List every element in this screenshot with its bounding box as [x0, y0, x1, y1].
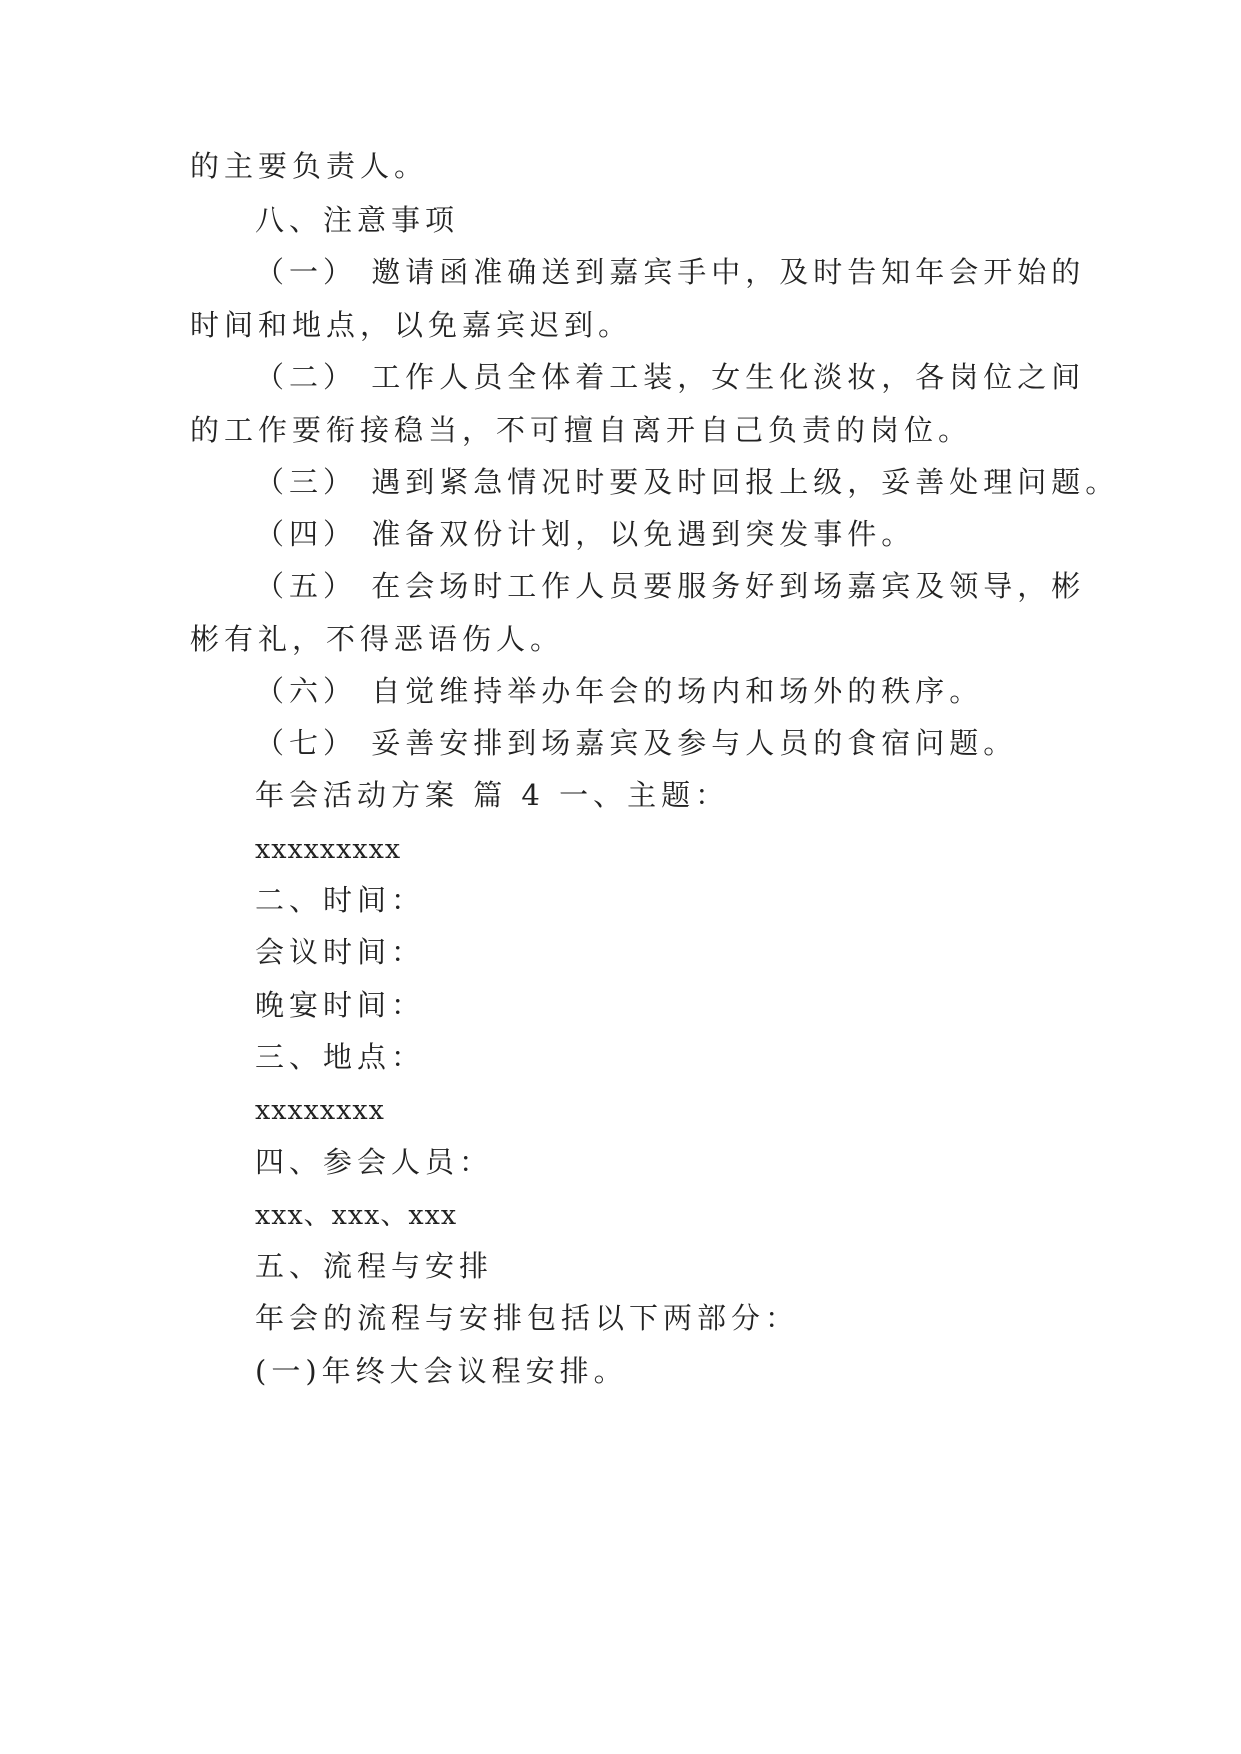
paragraph-line: xxx、xxx、xxx [255, 1200, 458, 1231]
section-heading: 三、地点： [255, 1040, 426, 1074]
paragraph-line: 晚宴时间： [255, 988, 426, 1022]
list-item: （四） 准备双份计划，以免遇到突发事件。 [255, 517, 916, 551]
section-heading: 二、时间： [255, 883, 426, 917]
paragraph-line: 彬有礼，不得恶语伤人。 [190, 622, 565, 656]
paragraph-line: 的工作要衔接稳当，不可擅自离开自己负责的岗位。 [190, 413, 973, 447]
list-item: （六） 自觉维持举办年会的场内和场外的秩序。 [255, 674, 984, 708]
list-item: （三） 遇到紧急情况时要及时回报上级，妥善处理问题。 [255, 465, 1120, 499]
section-heading: 四、参会人员： [255, 1145, 494, 1179]
paragraph-line: 会议时间： [255, 935, 426, 969]
paragraph-line: 的主要负责人。 [190, 149, 429, 183]
paragraph-line: 时间和地点，以免嘉宾迟到。 [190, 308, 633, 342]
section-heading: 五、流程与安排 [255, 1249, 494, 1283]
section-heading: 八、注意事项 [255, 203, 460, 237]
list-item: （七） 妥善安排到场嘉宾及参与人员的食宿问题。 [255, 726, 1018, 760]
list-item: （二） 工作人员全体着工装，女生化淡妆，各岗位之间 [255, 360, 1086, 394]
list-item: （一） 邀请函准确送到嘉宾手中，及时告知年会开始的 [255, 255, 1086, 289]
list-item: （五） 在会场时工作人员要服务好到场嘉宾及领导，彬 [255, 569, 1086, 603]
section-heading: 年会活动方案 篇 4 一、主题： [255, 778, 730, 812]
list-item: (一)年终大会议程安排。 [255, 1354, 628, 1388]
paragraph-line: 年会的流程与安排包括以下两部分： [255, 1301, 800, 1335]
paragraph-line: xxxxxxxx [255, 1095, 385, 1126]
paragraph-line: xxxxxxxxx [255, 834, 402, 865]
